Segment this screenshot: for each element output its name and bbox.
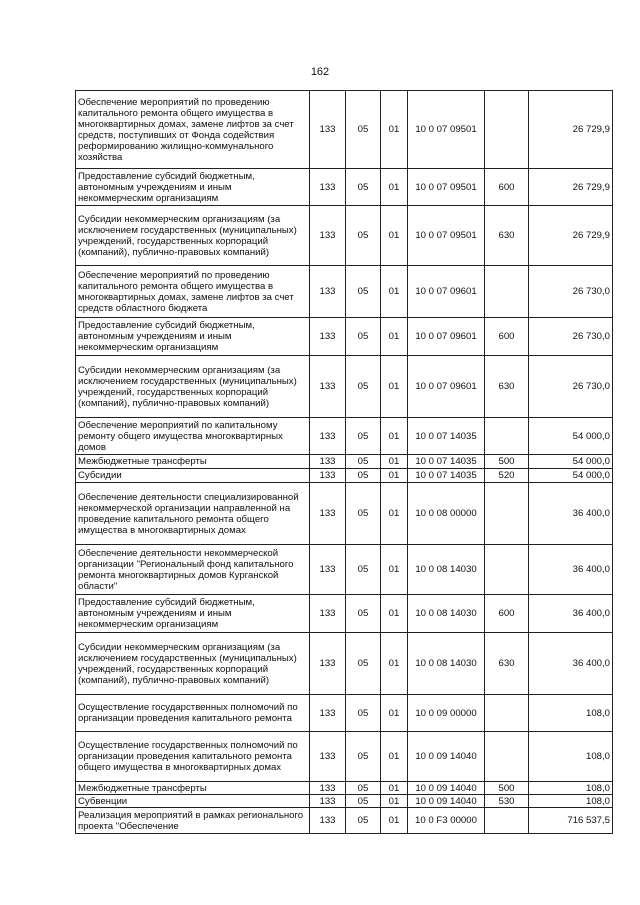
row-section-cell: 05 xyxy=(346,545,381,595)
table-row xyxy=(76,455,613,469)
row-section-cell: 05 xyxy=(346,732,381,782)
row-admin-code-cell: 133 xyxy=(310,169,346,206)
row-admin-code-cell: 133 xyxy=(310,356,346,418)
row-expense-type-cell: 630 xyxy=(485,633,529,695)
table-row xyxy=(76,695,613,732)
row-target-article-cell: 10 0 07 09501 xyxy=(408,91,485,169)
row-name-cell: Осуществление государственных полномочий по организации проведения капитального ремонта общего имущества в многоквартирных домах xyxy=(76,732,310,782)
row-admin-code-cell: 133 xyxy=(310,469,346,483)
row-name-cell: Осуществление государственных полномочий по организации проведения капитального ремонта xyxy=(76,695,310,732)
row-subsection-cell: 01 xyxy=(381,483,408,545)
row-target-article-cell: 10 0 08 14030 xyxy=(408,633,485,695)
row-target-article-cell: 10 0 09 14040 xyxy=(408,782,485,795)
table-row xyxy=(76,318,613,356)
row-section-cell: 05 xyxy=(346,169,381,206)
row-target-article-cell: 10 0 07 14035 xyxy=(408,418,485,455)
table-row xyxy=(76,418,613,455)
row-subsection-cell: 01 xyxy=(381,206,408,266)
row-section-cell: 05 xyxy=(346,695,381,732)
row-admin-code-cell: 133 xyxy=(310,732,346,782)
table-row xyxy=(76,356,613,418)
row-subsection-cell: 01 xyxy=(381,91,408,169)
row-amount-cell: 54 000,0 xyxy=(529,455,613,469)
row-admin-code-cell: 133 xyxy=(310,695,346,732)
table-row xyxy=(76,732,613,782)
row-target-article-cell: 10 0 08 00000 xyxy=(408,483,485,545)
row-target-article-cell: 10 0 07 09501 xyxy=(408,169,485,206)
table-row xyxy=(76,808,613,834)
row-admin-code-cell: 133 xyxy=(310,782,346,795)
row-amount-cell: 108,0 xyxy=(529,695,613,732)
row-target-article-cell: 10 0 F3 00000 xyxy=(408,808,485,834)
row-admin-code-cell: 133 xyxy=(310,418,346,455)
row-admin-code-cell: 133 xyxy=(310,206,346,266)
table-row xyxy=(76,266,613,318)
row-expense-type-cell: 630 xyxy=(485,206,529,266)
row-target-article-cell: 10 0 07 09601 xyxy=(408,356,485,418)
row-admin-code-cell: 133 xyxy=(310,633,346,695)
row-admin-code-cell: 133 xyxy=(310,266,346,318)
row-expense-type-cell xyxy=(485,418,529,455)
row-admin-code-cell: 133 xyxy=(310,595,346,633)
row-admin-code-cell: 133 xyxy=(310,795,346,808)
row-target-article-cell: 10 0 09 00000 xyxy=(408,695,485,732)
row-expense-type-cell: 600 xyxy=(485,595,529,633)
table-row xyxy=(76,483,613,545)
row-target-article-cell: 10 0 09 14040 xyxy=(408,795,485,808)
row-name-cell: Обеспечение деятельности некоммерческой организации "Региональный фонд капитального ремонта многоквартирных домов Курганской области" xyxy=(76,545,310,595)
row-section-cell: 05 xyxy=(346,808,381,834)
row-name-cell: Обеспечение мероприятий по проведению капитального ремонта общего имущества в многоквартирных домах, замене лифтов за счет средств, поступивших от Фонда содействия реформированию жилищно-коммунального хозяйства xyxy=(76,91,310,169)
row-name-cell: Обеспечение мероприятий по проведению капитального ремонта общего имущества в многоквартирных домах, замене лифтов за счет средств областного бюджета xyxy=(76,266,310,318)
row-name-cell: Субсидии некоммерческим организациям (за исключением государственных (муниципальных) учреждений, государственных корпораций (компаний), публично-правовых компаний) xyxy=(76,206,310,266)
row-subsection-cell: 01 xyxy=(381,633,408,695)
row-target-article-cell: 10 0 07 14035 xyxy=(408,469,485,483)
row-subsection-cell: 01 xyxy=(381,732,408,782)
row-subsection-cell: 01 xyxy=(381,795,408,808)
row-amount-cell: 26 730,0 xyxy=(529,266,613,318)
row-amount-cell: 54 000,0 xyxy=(529,469,613,483)
row-name-cell: Реализация мероприятий в рамках регионального проекта "Обеспечение xyxy=(76,808,310,834)
row-expense-type-cell: 530 xyxy=(485,795,529,808)
table-row xyxy=(76,633,613,695)
table-row xyxy=(76,91,613,169)
table-row xyxy=(76,595,613,633)
row-admin-code-cell: 133 xyxy=(310,318,346,356)
row-subsection-cell: 01 xyxy=(381,595,408,633)
row-subsection-cell: 01 xyxy=(381,695,408,732)
row-expense-type-cell: 500 xyxy=(485,455,529,469)
budget-table-body xyxy=(76,91,613,834)
row-expense-type-cell xyxy=(485,732,529,782)
row-name-cell: Межбюджетные трансферты xyxy=(76,455,310,469)
row-admin-code-cell: 133 xyxy=(310,91,346,169)
row-name-cell: Субсидии некоммерческим организациям (за исключением государственных (муниципальных) учреждений, государственных корпораций (компаний), публично-правовых компаний) xyxy=(76,633,310,695)
row-section-cell: 05 xyxy=(346,633,381,695)
row-name-cell: Обеспечение деятельности специализированной некоммерческой организации направленной на проведение капитального ремонта общего имущества в многоквартирных домах xyxy=(76,483,310,545)
row-admin-code-cell: 133 xyxy=(310,455,346,469)
row-name-cell: Субсидии некоммерческим организациям (за исключением государственных (муниципальных) учреждений, государственных корпораций (компаний), публично-правовых компаний) xyxy=(76,356,310,418)
row-section-cell: 05 xyxy=(346,782,381,795)
row-amount-cell: 26 729,9 xyxy=(529,91,613,169)
row-admin-code-cell: 133 xyxy=(310,545,346,595)
row-section-cell: 05 xyxy=(346,483,381,545)
row-section-cell: 05 xyxy=(346,795,381,808)
row-name-cell: Предоставление субсидий бюджетным, автономным учреждениям и иным некоммерческим организациям xyxy=(76,318,310,356)
row-target-article-cell: 10 0 07 14035 xyxy=(408,455,485,469)
table-row xyxy=(76,782,613,795)
row-subsection-cell: 01 xyxy=(381,455,408,469)
row-section-cell: 05 xyxy=(346,418,381,455)
table-row xyxy=(76,795,613,808)
row-amount-cell: 36 400,0 xyxy=(529,483,613,545)
row-expense-type-cell: 600 xyxy=(485,169,529,206)
table-row xyxy=(76,545,613,595)
row-subsection-cell: 01 xyxy=(381,782,408,795)
row-expense-type-cell: 520 xyxy=(485,469,529,483)
row-subsection-cell: 01 xyxy=(381,318,408,356)
row-amount-cell: 26 729,9 xyxy=(529,169,613,206)
row-expense-type-cell xyxy=(485,695,529,732)
row-section-cell: 05 xyxy=(346,469,381,483)
row-section-cell: 05 xyxy=(346,318,381,356)
row-target-article-cell: 10 0 07 09601 xyxy=(408,318,485,356)
row-target-article-cell: 10 0 07 09501 xyxy=(408,206,485,266)
row-section-cell: 05 xyxy=(346,455,381,469)
row-amount-cell: 36 400,0 xyxy=(529,633,613,695)
row-name-cell: Субсидии xyxy=(76,469,310,483)
row-expense-type-cell xyxy=(485,808,529,834)
row-admin-code-cell: 133 xyxy=(310,808,346,834)
row-expense-type-cell xyxy=(485,91,529,169)
row-name-cell: Предоставление субсидий бюджетным, автономным учреждениям и иным некоммерческим организациям xyxy=(76,169,310,206)
row-expense-type-cell xyxy=(485,545,529,595)
row-target-article-cell: 10 0 09 14040 xyxy=(408,732,485,782)
budget-table xyxy=(75,90,613,834)
row-amount-cell: 36 400,0 xyxy=(529,595,613,633)
row-admin-code-cell: 133 xyxy=(310,483,346,545)
row-section-cell: 05 xyxy=(346,91,381,169)
row-expense-type-cell xyxy=(485,483,529,545)
row-target-article-cell: 10 0 08 14030 xyxy=(408,595,485,633)
row-amount-cell: 108,0 xyxy=(529,732,613,782)
row-subsection-cell: 01 xyxy=(381,266,408,318)
row-target-article-cell: 10 0 07 09601 xyxy=(408,266,485,318)
row-expense-type-cell: 500 xyxy=(485,782,529,795)
table-row xyxy=(76,206,613,266)
row-section-cell: 05 xyxy=(346,266,381,318)
row-amount-cell: 108,0 xyxy=(529,782,613,795)
row-section-cell: 05 xyxy=(346,595,381,633)
row-amount-cell: 716 537,5 xyxy=(529,808,613,834)
row-target-article-cell: 10 0 08 14030 xyxy=(408,545,485,595)
row-subsection-cell: 01 xyxy=(381,545,408,595)
row-amount-cell: 26 730,0 xyxy=(529,356,613,418)
row-expense-type-cell: 600 xyxy=(485,318,529,356)
row-amount-cell: 36 400,0 xyxy=(529,545,613,595)
row-name-cell: Предоставление субсидий бюджетным, автономным учреждениям и иным некоммерческим организациям xyxy=(76,595,310,633)
row-subsection-cell: 01 xyxy=(381,169,408,206)
row-name-cell: Обеспечение мероприятий по капитальному ремонту общего имущества многоквартирных домов xyxy=(76,418,310,455)
row-name-cell: Субвенции xyxy=(76,795,310,808)
row-expense-type-cell: 630 xyxy=(485,356,529,418)
row-amount-cell: 54 000,0 xyxy=(529,418,613,455)
page-number: 162 xyxy=(310,66,330,78)
row-section-cell: 05 xyxy=(346,206,381,266)
row-amount-cell: 26 729,9 xyxy=(529,206,613,266)
table-row xyxy=(76,469,613,483)
row-amount-cell: 26 730,0 xyxy=(529,318,613,356)
row-subsection-cell: 01 xyxy=(381,469,408,483)
row-amount-cell: 108,0 xyxy=(529,795,613,808)
row-section-cell: 05 xyxy=(346,356,381,418)
row-expense-type-cell xyxy=(485,266,529,318)
row-subsection-cell: 01 xyxy=(381,356,408,418)
table-row xyxy=(76,169,613,206)
row-subsection-cell: 01 xyxy=(381,808,408,834)
row-name-cell: Межбюджетные трансферты xyxy=(76,782,310,795)
row-subsection-cell: 01 xyxy=(381,418,408,455)
